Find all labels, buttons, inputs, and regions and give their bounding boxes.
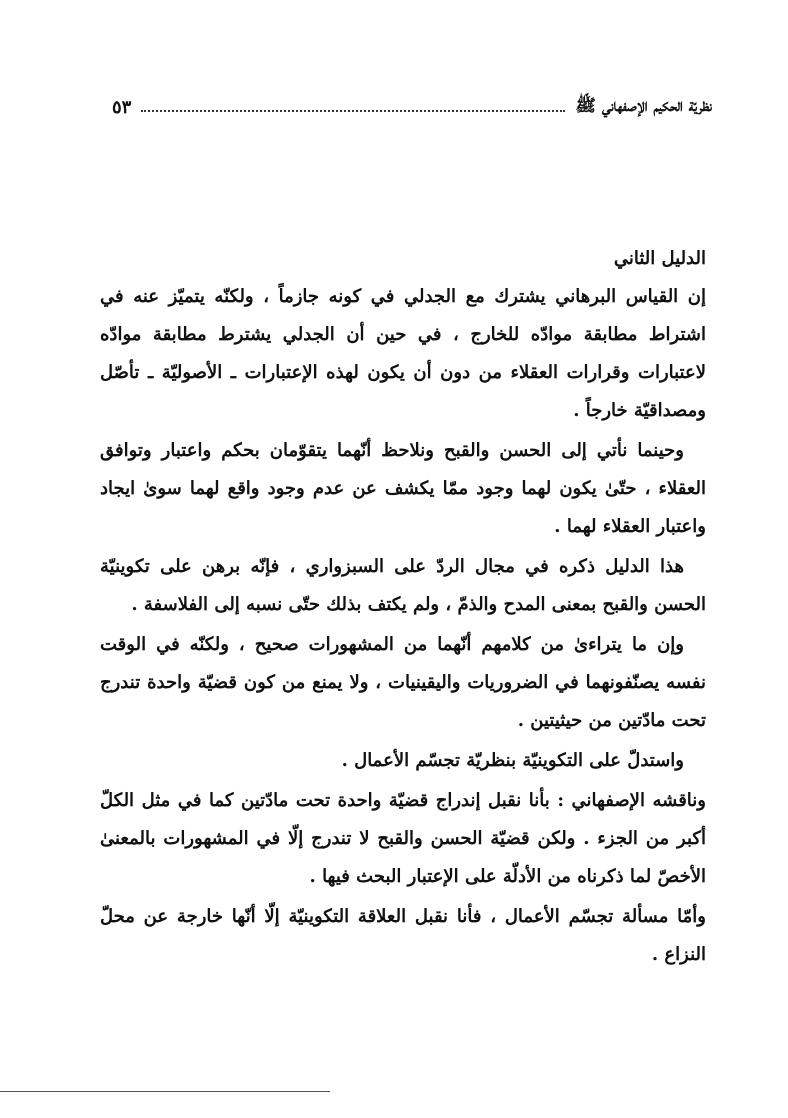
paragraph-3: هذا الدليل ذكره في مجال الردّ على السبزواري ، فإنّه برهن على تكوينيّة الحسن والقبح بمعنى المدح والذمّ ، ولم يكتف بذلك حتّى نسبه إلى الفلاسفة . [100,556,706,615]
paragraph-7: وأمّا مسألة تجسّم الأعمال ، فأنا نقبل العلاقة التكوينيّة إلّا أنّها خارجة عن محلّ النزاع . [100,906,706,965]
page-body [100,240,706,976]
paragraph-4: وإن ما يتراءىٰ من كلامهم أنّهما من المشهورات صحيح ، ولكنّه في الوقت نفسه يصنّفونهما في الضروريات واليقينيات ، ولا يمنع من كون قضيّة واحدة تندرج تحت مادّتين من حيثيتين . [100,634,706,731]
page-number: ٥٣ [112,96,132,118]
paragraph-1: إن القياس البرهاني يشترك مع الجدلي في كونه جازماً ، ولكنّه يتميّز عنه في اشتراط مطابقة موادّه للخارج ، في حين أن الجدلي يشترط مطابقة موادّه لاعتبارات وقرارات العقلاء من دون أن يكون لهذه الإعتبارات ـ الأصوليّة ـ تأصّل ومصداقيّة خارجاً . [100,286,706,421]
running-header [112,92,712,122]
paragraph-2: وحينما نأتي إلى الحسن والقبح ونلاحظ أنّهما يتقوّمان بحكم واعتبار وتوافق العقلاء ، حتّىٰ يكون لهما وجود ممّا يكشف عن عدم وجود واقع لهما سوىٰ ايجاد واعتبار العقلاء لهما . [100,440,706,537]
paragraph-6: وناقشه الإصفهاني : بأنا نقبل إندراج قضيّة واحدة تحت مادّتين كما في مثل الكلّ أكبر من الجزء . ولكن قضيّة الحسن والقبح لا تندرج إلّا في المشهورات بالمعنىٰ الأخصّ لما ذكرناه من الأدلّة على الإعتبار البحث فيها . [100,790,706,887]
header-dot-leader [141,110,565,112]
footer-rule [0,1091,330,1092]
section-heading: الدليل الثاني [613,248,706,269]
running-header-title: نظريّة الحكيم الإصفهاني ﷺ [575,95,712,116]
paragraph-5: واستدلّ على التكوينيّة بنظريّة تجسّم الأعمال . [341,750,684,771]
